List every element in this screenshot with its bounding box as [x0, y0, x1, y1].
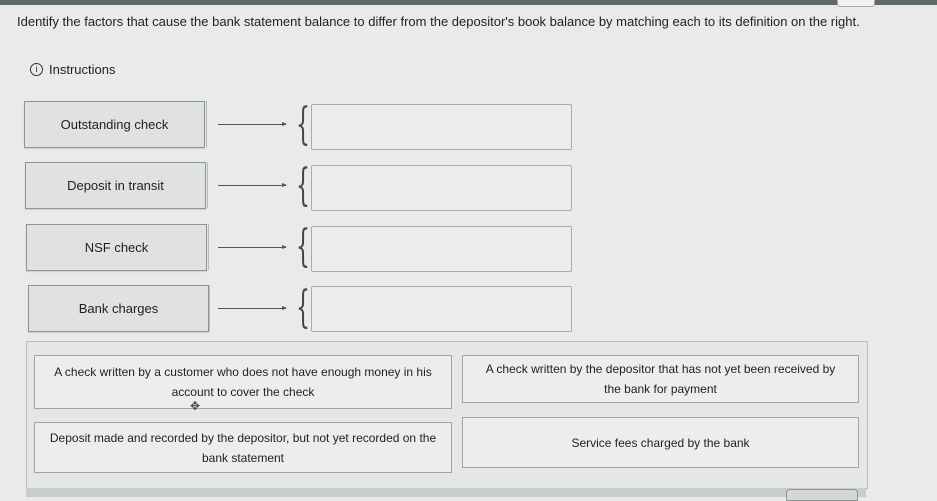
arrow-right-icon [218, 124, 286, 125]
term-nsf-check[interactable]: NSF check [26, 224, 207, 271]
top-bar-tab[interactable] [837, 0, 875, 7]
left-brace-icon: { [296, 282, 310, 333]
definition-card-bank-charges[interactable]: Service fees charged by the bank [462, 417, 859, 468]
top-bar [0, 0, 937, 5]
bottom-strip [26, 488, 866, 497]
left-brace-icon: { [296, 160, 310, 211]
drop-slot-2[interactable] [311, 165, 572, 211]
bottom-tab[interactable] [786, 489, 858, 501]
divider [206, 101, 207, 147]
move-cursor-icon: ✥ [190, 399, 201, 413]
left-brace-icon: { [296, 221, 310, 272]
instructions-toggle[interactable] [30, 62, 115, 77]
divider [209, 285, 210, 331]
divider [207, 162, 208, 208]
arrow-right-icon [218, 185, 286, 186]
drop-slot-4[interactable] [311, 286, 572, 332]
definition-card-nsf[interactable]: A check written by a customer who does not have enough money in his account to cover the check [34, 355, 452, 409]
left-brace-icon: { [296, 99, 310, 150]
drop-slot-3[interactable] [311, 226, 572, 272]
definition-card-deposit-transit[interactable]: Deposit made and recorded by the depositor, but not yet recorded on the bank statement [34, 422, 452, 473]
term-bank-charges[interactable]: Bank charges [28, 285, 209, 332]
arrow-right-icon [218, 247, 286, 248]
arrow-right-icon [218, 308, 286, 309]
question-text: Identify the factors that cause the bank statement balance to differ from the depositor's book balance by matching each to its definition on the right. [17, 14, 860, 29]
drop-slot-1[interactable] [311, 104, 572, 150]
term-deposit-in-transit[interactable]: Deposit in transit [25, 162, 206, 209]
divider [208, 224, 209, 270]
definition-card-outstanding[interactable]: A check written by the depositor that has not yet been received by the bank for payment [462, 355, 859, 403]
instructions-label: Instructions [49, 62, 116, 77]
info-icon: i [30, 63, 43, 76]
term-outstanding-check[interactable]: Outstanding check [24, 101, 205, 148]
